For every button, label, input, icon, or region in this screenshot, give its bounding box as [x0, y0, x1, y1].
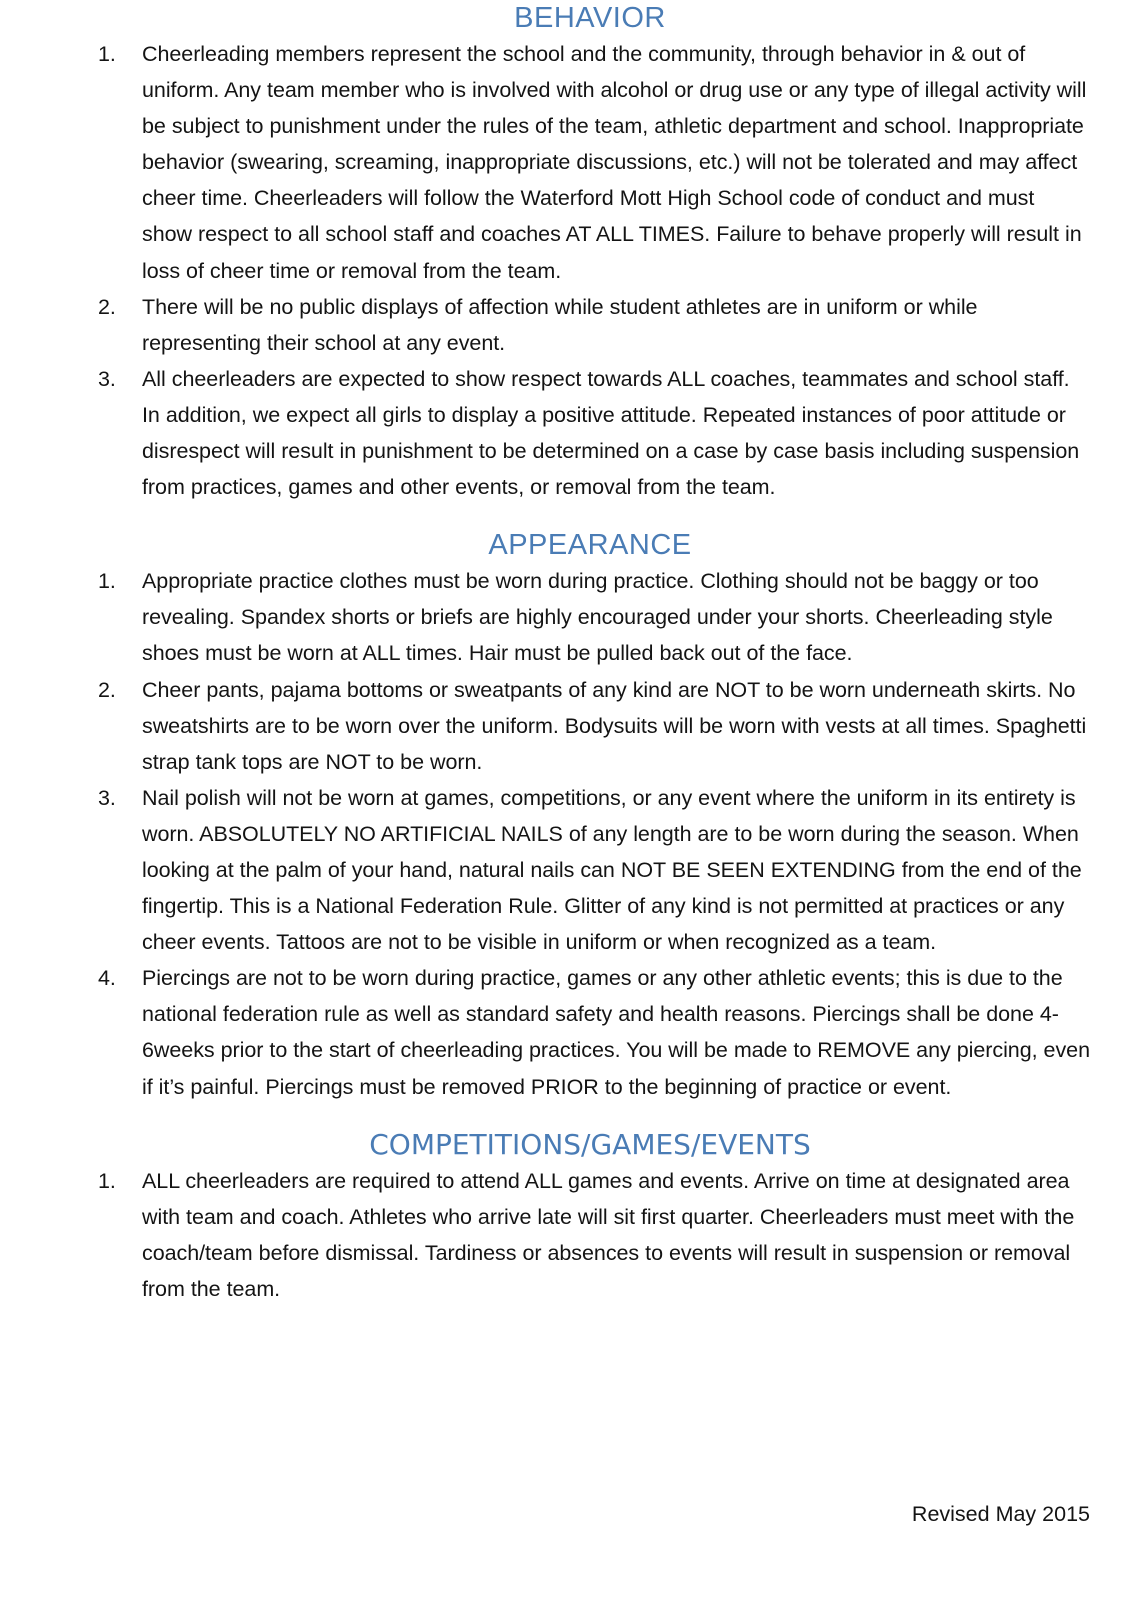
revision-date: Revised May 2015	[911, 1502, 1090, 1526]
list-item-text: Cheerleading members represent the school and the community, through behavior in & out of uniform. Any team member who is involved with alcohol or drug use or any type of illegal activity will be subject to punishment under the rules of the team, athletic department and school. Inappropriate behavior (swearing, screaming, inappropriate discussions, etc.) will not be tolerated and may affect cheer time. Cheerleaders will follow the Waterford Mott High School code of conduct and must show respect to all school staff and coaches AT ALL TIMES. Failure to behave properly will result in loss of cheer time or removal from the team.	[142, 42, 1087, 283]
section-spacer	[90, 505, 1090, 527]
list-item	[90, 960, 1090, 1104]
section-heading-behavior: BEHAVIOR	[514, 2, 666, 34]
list-item	[90, 672, 1090, 780]
list-item-text: Nail polish will not be worn at games, competitions, or any event where the uniform in its entirety is worn. ABSOLUTELY NO ARTIFICIAL NAILS of any length are to be worn during the season. When looking at the palm of your hand, natural nails can NOT BE SEEN EXTENDING from the end of the fingertip. This is a National Federation Rule. Glitter of any kind is not permitted at practices or any cheer events. Tattoos are not to be visible in uniform or when recognized as a team.	[142, 785, 1082, 955]
section-appearance	[90, 527, 1090, 563]
section-spacer	[90, 1105, 1090, 1127]
section-heading-competitions: COMPETITIONS/GAMES/EVENTS	[369, 1127, 811, 1161]
list-marker: 2.	[98, 294, 116, 319]
list-item	[90, 361, 1090, 505]
list-marker: 1.	[98, 1168, 116, 1193]
list-marker: 1.	[98, 42, 116, 66]
list-marker: 3.	[98, 366, 116, 391]
footer	[90, 1499, 1090, 1529]
rules-list-competitions	[90, 1163, 1090, 1307]
list-item-text: There will be no public displays of affection while student athletes are in uniform or while representing their school at any event.	[142, 294, 978, 355]
section-heading-appearance: APPEARANCE	[488, 529, 692, 562]
list-item-text: Piercings are not to be worn during practice, games or any other athletic events; this is due to the national federation rule as well as standard safety and health reasons. Piercings shall be done 4-6weeks prior to the start of cheerleading practices. You will be made to REMOVE any piercing, even if it’s painful. Piercings must be removed PRIOR to the beginning of practice or event.	[142, 966, 1090, 1099]
list-marker: 2.	[98, 677, 116, 702]
list-marker: 3.	[98, 785, 116, 810]
list-item	[90, 563, 1090, 671]
document-content	[90, 0, 1090, 1307]
list-marker: 1.	[98, 569, 116, 594]
section-competitions	[90, 1127, 1090, 1163]
rules-list-appearance	[90, 563, 1090, 1104]
list-item-text: All cheerleaders are expected to show respect towards ALL coaches, teammates and school staff. In addition, we expect all girls to display a positive attitude. Repeated instances of poor attitude or disrespect will result in punishment to be determined on a case by case basis including suspension from practices, games and other events, or removal from the team.	[142, 366, 1080, 500]
list-item	[90, 1163, 1090, 1307]
rules-list-behavior	[90, 36, 1090, 505]
list-item-text: Cheer pants, pajama bottoms or sweatpants of any kind are NOT to be worn underneath skirts. No sweatshirts are to be worn over the uniform. Bodysuits will be worn with vests at all times. Spaghetti strap tank tops are NOT to be worn.	[142, 677, 1087, 774]
list-item-text: ALL cheerleaders are required to attend ALL games and events. Arrive on time at designated area with team and coach. Athletes who arrive late will sit first quarter. Cheerleaders must meet with the coach/team before dismissal. Tardiness or absences to events will result in suspension or removal from the team.	[142, 1168, 1075, 1301]
list-item	[90, 780, 1090, 960]
list-item	[90, 289, 1090, 361]
section-behavior	[90, 0, 1090, 36]
list-item-text: Appropriate practice clothes must be worn during practice. Clothing should not be baggy or too revealing. Spandex shorts or briefs are highly encouraged under your shorts. Cheerleading style shoes must be worn at ALL times. Hair must be pulled back out of the face.	[142, 569, 1053, 666]
list-item	[90, 36, 1090, 289]
list-marker: 4.	[98, 966, 116, 991]
